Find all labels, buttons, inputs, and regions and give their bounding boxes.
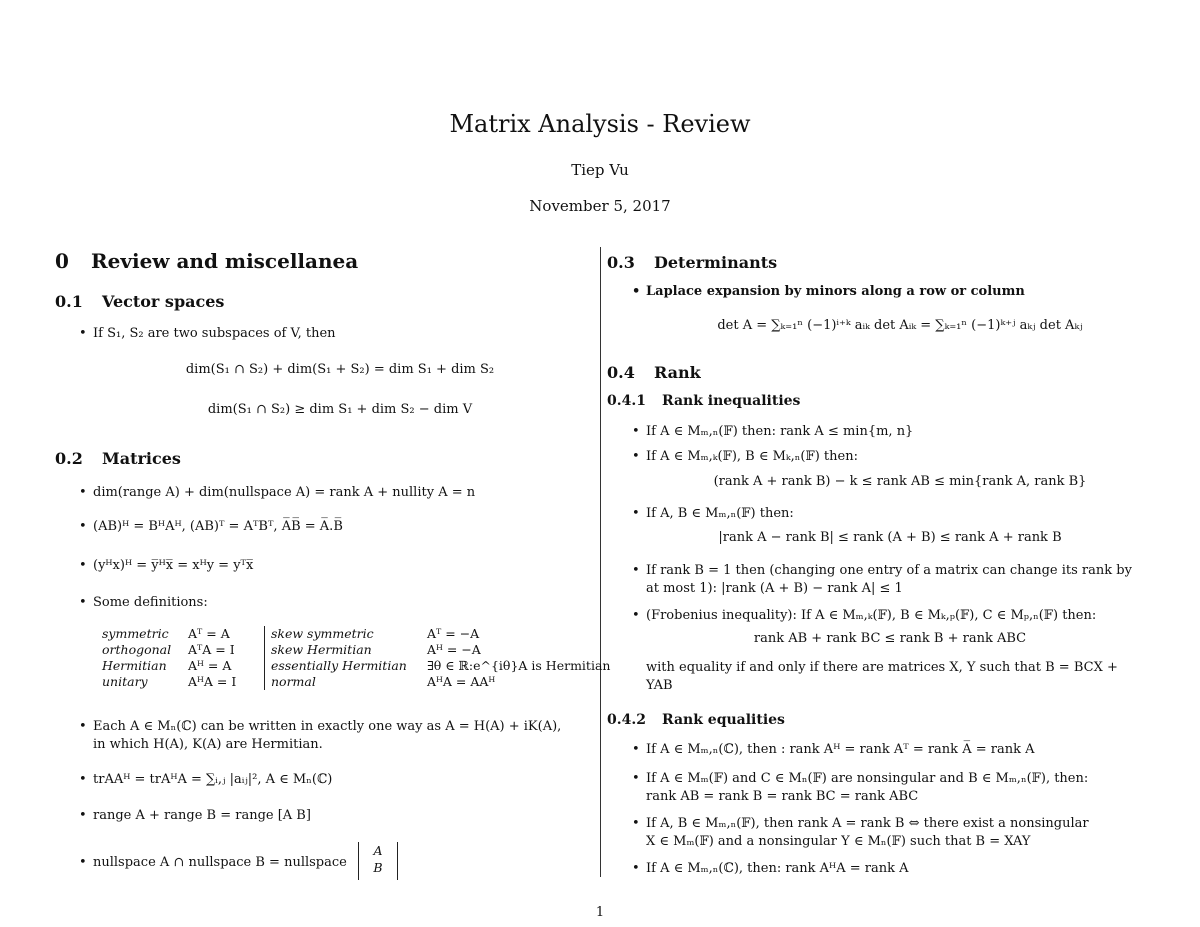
definitions-table — [102, 626, 616, 690]
dimension-inequality: dim(S₁ ∩ S₂) ≥ dim S₁ + dim S₂ − dim V — [207, 402, 473, 417]
laplace-equation: det A = ∑ₖ₌₁ⁿ (−1)ⁱ⁺ᵏ aᵢₖ det Aᵢₖ = ∑ₖ₌₁ⁿ (−1)ᵏ⁺ʲ aₖⱼ det Aₖⱼ — [717, 318, 1083, 333]
section-0-3-heading: 0.3 Determinants — [607, 253, 778, 272]
document-date: November 5, 2017 — [529, 197, 671, 215]
rank-nullity-item: • dim(range A) + dim(nullspace A) = rank A + nullity A = n — [93, 484, 475, 501]
rank-product-equation: (rank A + rank B) − k ≤ rank AB ≤ min{rank A, rank B} — [713, 474, 1087, 489]
definition-row: unitary AᴴA = I normal AᴴA = AAᴴ — [102, 674, 496, 689]
column-divider — [600, 247, 601, 877]
section-0-4-1-heading: 0.4.1 Rank inequalities — [607, 393, 801, 409]
rank-equivalence-item: • If A, B ∈ Mₘ,ₙ(𝔽), then rank A = rank B ⇔ there exist a nonsingular — [646, 815, 1089, 832]
rank-product-item: • If A ∈ Mₘ,ₖ(𝔽), B ∈ Mₖ,ₙ(𝔽) then: — [646, 448, 858, 465]
range-sum-item: • range A + range B = range [A B] — [93, 807, 311, 824]
hermitian-decomposition-cont: in which H(A), K(A) are Hermitian. — [93, 737, 323, 752]
frobenius-equation: rank AB + rank BC ≤ rank B + rank ABC — [753, 631, 1027, 646]
definitions-item: • Some definitions: — [93, 594, 208, 611]
vector-spaces-item: • If S₁, S₂ are two subspaces of V, then — [93, 325, 336, 342]
rank-equivalence-cont: X ∈ Mₘ(𝔽) and a nonsingular Y ∈ Mₙ(𝔽) such that B = XAY — [646, 834, 1031, 849]
frobenius-item: • (Frobenius inequality): If A ∈ Mₘ,ₖ(𝔽), B ∈ Mₖ,ₚ(𝔽), C ∈ Mₚ,ₙ(𝔽) then: — [646, 607, 1096, 624]
section-0-4-heading: 0.4 Rank — [607, 363, 701, 382]
definition-row: Hermitian Aᴴ = A essentially Hermitian ∃θ ∈ ℝ:e^{iθ}A is Hermitian — [102, 658, 611, 673]
conjugate-rules-item: • (yᴴx)ᴴ = y̅ᴴx̅ = xᴴy = yᵀx̅ — [93, 557, 253, 574]
document-author: Tiep Vu — [571, 161, 629, 179]
section-0-4-2-heading: 0.4.2 Rank equalities — [607, 712, 785, 728]
rank-gram-item: • If A ∈ Mₘ,ₙ(ℂ), then: rank AᴴA = rank A — [646, 860, 908, 877]
trace-item: • trAAᴴ = trAᴴA = ∑ᵢ,ⱼ |aᵢⱼ|², A ∈ Mₙ(ℂ) — [93, 771, 332, 788]
hermitian-decomposition-item: • Each A ∈ Mₙ(ℂ) can be written in exactly one way as A = H(A) + iK(A), — [93, 718, 561, 735]
frobenius-equality-cont: YAB — [646, 678, 673, 693]
page-number: 1 — [595, 905, 605, 920]
nullspace-intersection-item: • nullspace A ∩ nullspace B = nullspace — [93, 854, 347, 871]
rank-sum-equation: |rank A − rank B| ≤ rank (A + B) ≤ rank A + rank B — [718, 530, 1062, 545]
dimension-equation: dim(S₁ ∩ S₂) + dim(S₁ + S₂) = dim S₁ + dim S₂ — [185, 362, 495, 377]
transpose-rules-item: • (AB)ᴴ = BᴴAᴴ, (AB)ᵀ = AᵀBᵀ, A̅B̅ = A̅.B̅ — [93, 518, 343, 535]
rank-sum-item: • If A, B ∈ Mₘ,ₙ(𝔽) then: — [646, 505, 794, 522]
stacked-matrix: A B — [358, 842, 398, 880]
section-0-2-heading: 0.2 Matrices — [55, 449, 181, 468]
rank-one-update-item: • If rank B = 1 then (changing one entry of a matrix can change its rank by — [646, 562, 1132, 579]
rank-transpose-item: • If A ∈ Mₘ,ₙ(ℂ), then : rank Aᴴ = rank Aᵀ = rank A̅ = rank A — [646, 741, 1034, 758]
document-title: Matrix Analysis - Review — [449, 110, 751, 138]
section-0-heading: 0 Review and miscellanea — [55, 249, 359, 273]
definition-row: orthogonal AᵀA = I skew Hermitian Aᴴ = −A — [102, 642, 481, 657]
rank-nonsingular-item: • If A ∈ Mₘ(𝔽) and C ∈ Mₙ(𝔽) are nonsingular and B ∈ Mₘ,ₙ(𝔽), then: — [646, 770, 1088, 787]
section-0-1-heading: 0.1 Vector spaces — [55, 292, 225, 311]
laplace-item: • Laplace expansion by minors along a row or column — [646, 283, 1025, 300]
definition-row: symmetric Aᵀ = A skew symmetric Aᵀ = −A — [102, 626, 480, 641]
frobenius-equality-condition: with equality if and only if there are matrices X, Y such that B = BCX + — [646, 660, 1118, 675]
rank-bound-item: • If A ∈ Mₘ,ₙ(𝔽) then: rank A ≤ min{m, n} — [646, 423, 913, 440]
rank-nonsingular-cont: rank AB = rank B = rank BC = rank ABC — [646, 789, 919, 804]
rank-one-update-cont: at most 1): |rank (A + B) − rank A| ≤ 1 — [646, 581, 903, 596]
